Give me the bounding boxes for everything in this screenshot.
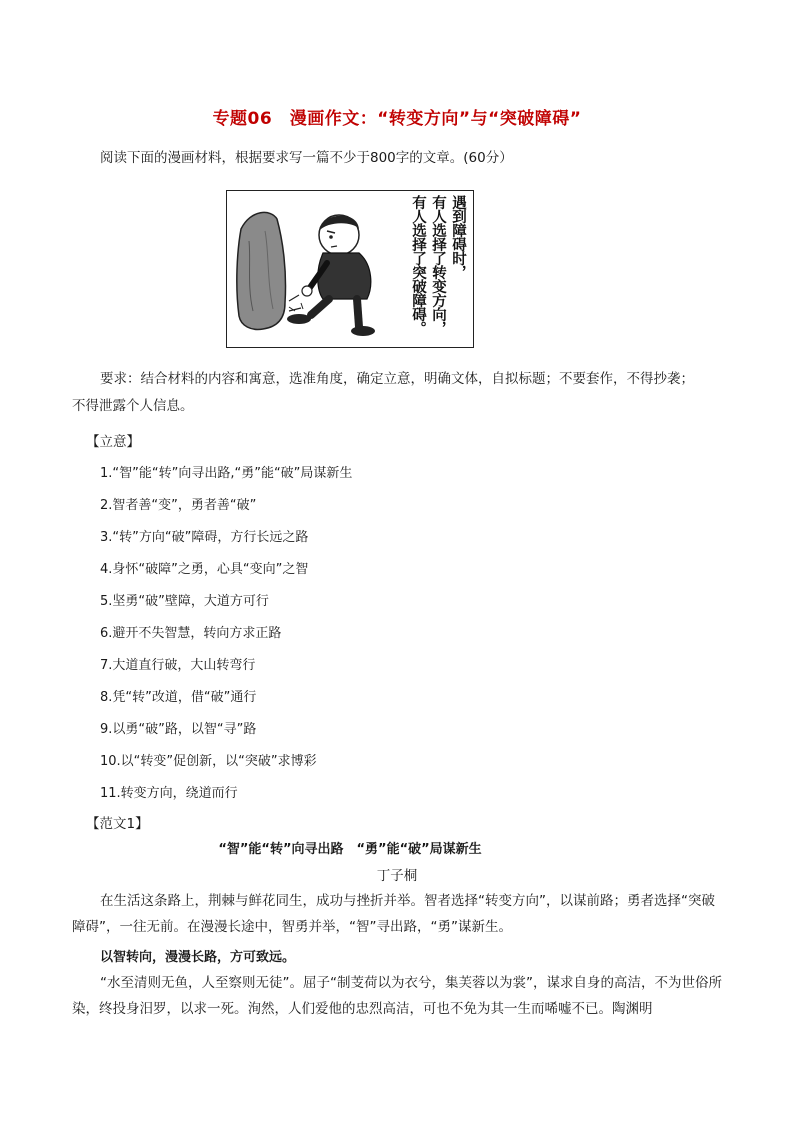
essay-paragraph-2: “水至清则无鱼，人至察则无徒”。屈子“制芰荷以为衣兮，集芙蓉以为裳”，谋求自身的高洁，不为世俗所染，终投身汨罗，以求一死。洵然，人们爱他的忠烈高洁，可也不免为其一生而唏嘘不已。陶渊明 (72, 975, 722, 1017)
requirements-line-2: 不得泄露个人信息。 (72, 398, 194, 414)
liyi-item: 2.智者善“变”，勇者善“破” (100, 498, 257, 513)
cartoon-image (226, 190, 474, 348)
liyi-item: 9.以勇“破”路，以智“寻”路 (100, 722, 257, 737)
essay-author: 丁子桐 (376, 868, 418, 884)
liyi-item: 11.转变方向，绕道而行 (100, 786, 238, 801)
page-title: 专题06 漫画作文：“转变方向”与“突破障碍” (212, 109, 582, 129)
caption-column-2: 有人选择了转变方向， (430, 195, 446, 335)
cartoon-caption (409, 195, 467, 335)
essay-subheading: 以智转向，漫漫长路，方可致远。 (100, 950, 296, 965)
liyi-item: 4.身怀“破障”之勇，心具“变向”之智 (100, 562, 309, 577)
liyi-item: 8.凭“转”改道，借“破”通行 (100, 690, 257, 705)
caption-column-1: 遇到障碍时， (450, 195, 466, 279)
liyi-item: 6.避开不失智慧，转向方求正路 (100, 626, 282, 641)
liyi-item: 3.“转”方向“破”障碍，方行长远之路 (100, 530, 309, 545)
requirements (72, 366, 722, 420)
prompt-intro: 阅读下面的漫画材料，根据要求写一篇不少于800字的文章。(60分） (100, 150, 513, 166)
liyi-header: 【立意】 (86, 434, 140, 450)
liyi-item: 10.以“转变”促创新，以“突破”求博彩 (100, 754, 317, 769)
liyi-item: 5.坚勇“破”壁障，大道方可行 (100, 594, 269, 609)
requirements-line-1: 要求：结合材料的内容和寓意，选准角度，确定立意，明确文体，自拟标题；不要套作，不得抄袭； (100, 371, 694, 387)
essay-paragraph-1: 在生活这条路上，荆棘与鲜花同生，成功与挫折并举。智者选择“转变方向”，以谋前路；勇者选择“突破障碍”，一往无前。在漫漫长途中，智勇并举，“智”寻出路，“勇”谋新生。 (72, 893, 715, 935)
caption-column-3: 有人选择了突破障碍。 (410, 195, 426, 335)
essay-title: “智”能“转”向寻出路 “勇”能“破”局谋新生 (218, 842, 482, 857)
fanwen-header: 【范文1】 (86, 816, 149, 832)
liyi-item: 7.大道直行破，大山转弯行 (100, 658, 256, 673)
liyi-item: 1.“智”能“转”向寻出路,“勇”能“破”局谋新生 (100, 466, 353, 481)
